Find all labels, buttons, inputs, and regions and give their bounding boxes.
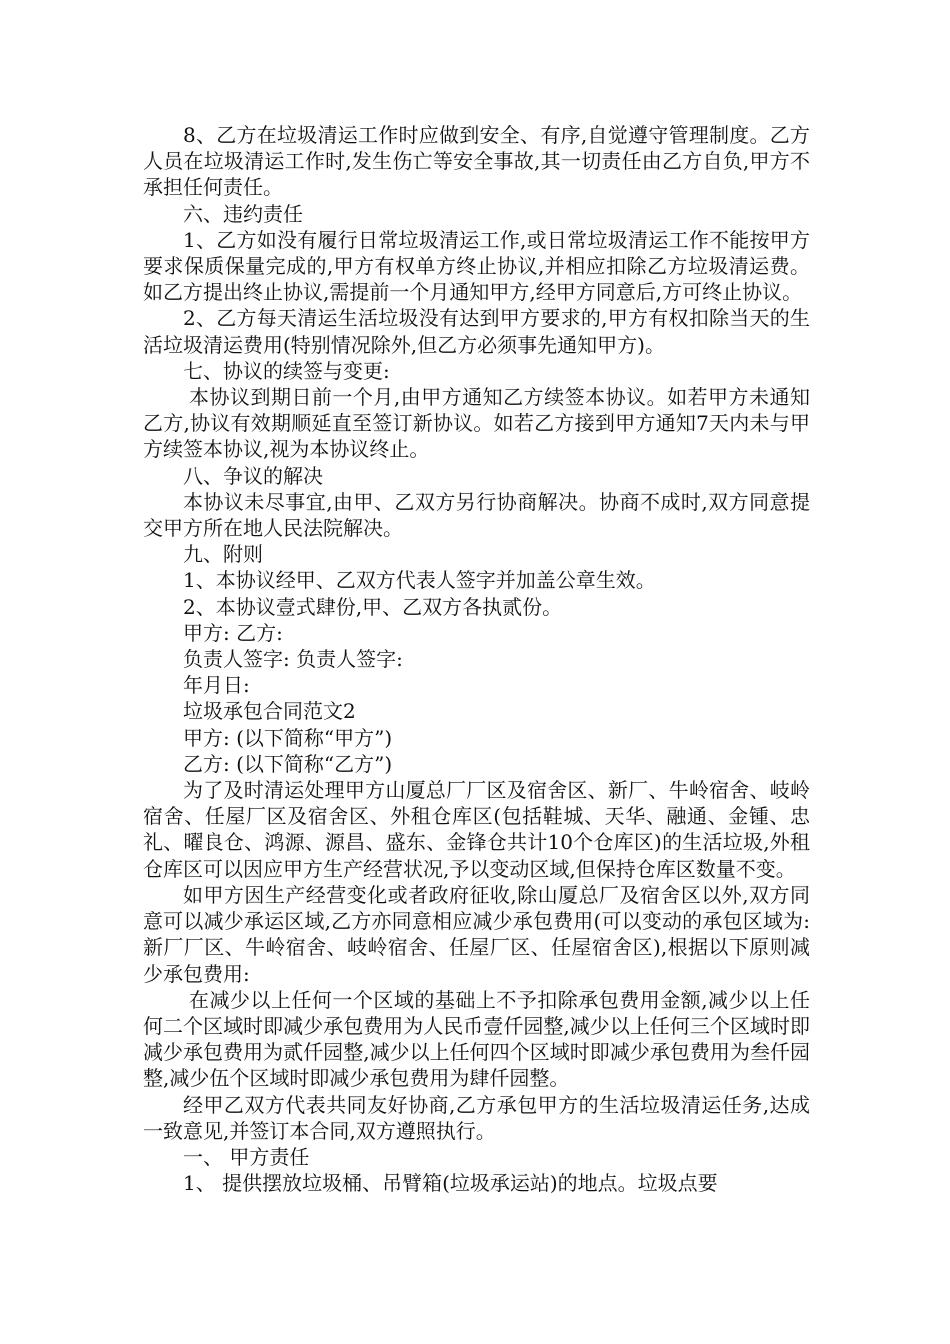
paragraph-clause-8-safety: 8、乙方在垃圾清运工作时应做到安全、有序,自觉遵守管理制度。乙方人员在垃圾清运工作时,发生伤亡等安全事故,其一切责任由乙方自负,甲方不承担任何责任。 xyxy=(143,123,810,200)
paragraph-area-reduction: 如甲方因生产经营变化或者政府征收,除山厦总厂及宿舍区以外,双方同意可以减少承运区域,乙方亦同意相应减少承包费用(可以变动的承包区域为:新厂厂区、牛岭宿舍、岐岭宿舍、任屋厂区、任屋宿舍区),根据以下原则减少承包费用: xyxy=(143,882,810,986)
paragraph-party-a-1: 1、 提供摆放垃圾桶、吊臂箱(垃圾承运站)的地点。垃圾点要 xyxy=(183,1171,718,1196)
paragraph-fee-reduction: 在减少以上任何一个区域的基础上不予扣除承包费用金额,减少以上任何二个区域时即减少承包费用为人民币壹仟园整,减少以上任何三个区域时即减少承包费用为贰仟园整,减少以上任何四个区域时即减少承包费用为叁仟园整,减少伍个区域时即减少承包费用为肆仟园整。 xyxy=(143,987,810,1091)
paragraph-breach-1: 1、乙方如没有履行日常垃圾清运工作,或日常垃圾清运工作不能按甲方要求保质保量完成的,甲方有权单方终止协议,并相应扣除乙方垃圾清运费。如乙方提出终止协议,需提前一个月通知甲方,经甲方同意后,方可终止协议。 xyxy=(143,227,810,305)
heading-party-a-responsibility: 一、 甲方责任 xyxy=(183,1144,310,1169)
section-title-sample-2: 垃圾承包合同范文2 xyxy=(183,699,356,724)
paragraph-renewal: 本协议到期日前一个月,由甲方通知乙方续签本协议。如若甲方未通知乙方,协议有效期顺延直至签订新协议。如若乙方接到甲方通知7天内未与甲方续签本协议,视为本协议终止。 xyxy=(143,385,810,462)
heading-renewal-change: 七、协议的续签与变更: xyxy=(183,358,390,383)
paragraph-supplementary-2: 2、本协议壹式肆份,甲、乙双方各执贰份。 xyxy=(183,594,563,619)
heading-supplementary: 九、附则 xyxy=(183,542,263,567)
heading-dispute-resolution: 八、争议的解决 xyxy=(183,463,323,488)
paragraph-supplementary-1: 1、本协议经甲、乙双方代表人签字并加盖公章生效。 xyxy=(183,568,656,593)
paragraph-dispute: 本协议未尽事宜,由甲、乙双方另行协商解决。协商不成时,双方同意提交甲方所在地人民法院解决。 xyxy=(143,489,810,541)
document-page xyxy=(143,122,810,1196)
paragraph-breach-2: 2、乙方每天清运生活垃圾没有达到甲方要求的,甲方有权扣除当天的生活垃圾清运费用(特别情况除外,但乙方必须事先通知甲方)。 xyxy=(143,306,810,357)
signature-date: 年月日: xyxy=(183,673,250,698)
paragraph-service-scope: 为了及时清运处理甲方山厦总厂厂区及宿舍区、新厂、牛岭宿舍、岐岭宿舍、任屋厂区及宿舍区、外租仓库区(包括鞋城、天华、融通、金锺、忠礼、曜良仓、鸿源、源昌、盛东、金锋仓共计10个仓库区)的生活垃圾,外租仓库区可以因应甲方生产经营状况,予以变动区域,但保持仓库区数量不变。 xyxy=(143,778,810,881)
signature-responsible-persons: 负责人签字: 负责人签字: xyxy=(183,647,403,672)
paragraph-agreement-basis: 经甲乙双方代表共同友好协商,乙方承包甲方的生活垃圾清运任务,达成一致意见,并签订本合同,双方遵照执行。 xyxy=(143,1092,810,1143)
party-a-line: 甲方: (以下简称“甲方”) xyxy=(183,725,393,750)
party-b-line: 乙方: (以下简称“乙方”) xyxy=(183,751,393,776)
signature-parties: 甲方: 乙方: xyxy=(183,620,283,645)
heading-breach-liability: 六、违约责任 xyxy=(183,201,303,226)
